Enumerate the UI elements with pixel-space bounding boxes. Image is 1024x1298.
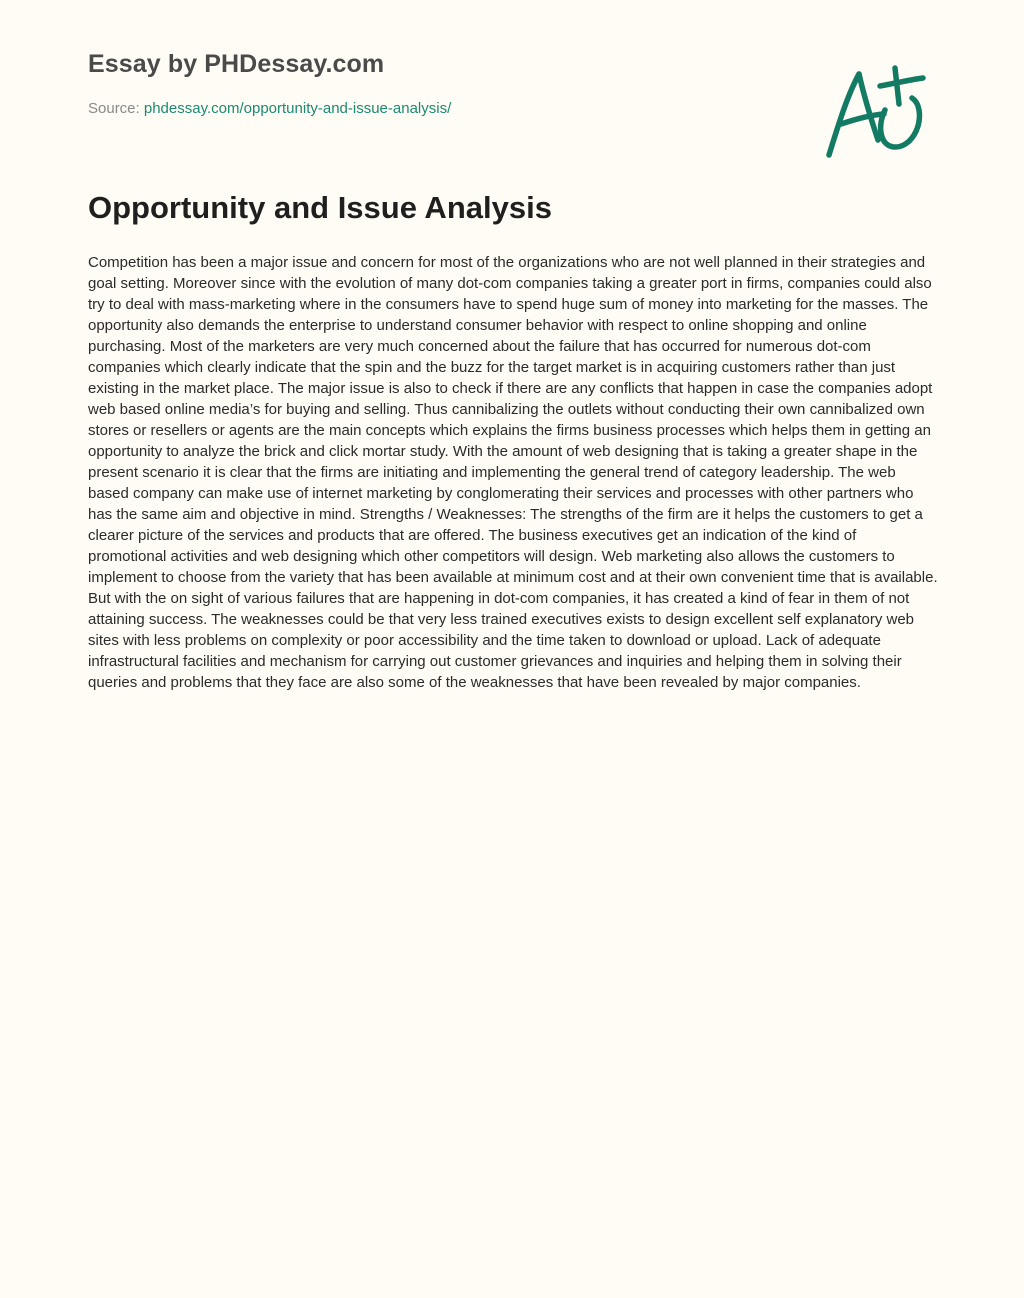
a-left-stroke — [829, 74, 859, 155]
plus-horizontal — [880, 78, 923, 86]
essay-title: Opportunity and Issue Analysis — [88, 190, 552, 225]
a-plus-grade-icon — [822, 64, 928, 160]
essay-body: Competition has been a major issue and concern for most of the organizations who are not well planned in their strategies and goal setting. Moreover since with the evolution of many dot-com companies taking a greater port in firms, companies could also try to deal with mass-marketing where in the consumers have to spend huge sum of money into marketing for the masses. The opportunity also demands the enterprise to understand consumer behavior with respect to online shopping and online purchasing. Most of the marketers are very much concerned about the failure that has occurred for numerous dot-com companies which clearly indicate that the spin and the buzz for the target market is in acquiring customers rather than just existing in the market place. The major issue is also to check if there are any conflicts that happen in case the companies adopt web based online media’s for buying and selling. Thus cannibalizing the outlets without conducting their own cannibalized own stores or resellers or agents are the main concepts which explains the firms business processes which helps them in getting an opportunity to analyze the brick and click mortar study. With the amount of web designing that is taking a greater shape in the present scenario it is clear that the firms are initiating and implementing the general trend of category leadership. The web based company can make use of internet marketing by conglomerating their services and processes with other partners who has the same aim and objective in mind. Strengths / Weaknesses: The strengths of the firm are it helps the customers to get a clearer picture of the services and products that are offered. The business executives get an indication of the kind of promotional activities and web designing which other competitors will design. Web marketing also allows the customers to implement to choose from the variety that has been available at minimum cost and at their own convenient time that is available. But with the on sight of various failures that are happening in dot-com companies, it has created a kind of fear in them of not attaining success. The weaknesses could be that very less trained executives exists to design excellent self explanatory web sites with less problems on complexity or poor accessibility and the time taken to download or upload. Lack of adequate infrastructural facilities and mechanism for carrying out customer grievances and inquiries and helping them in solving their queries and problems that they face are also some of the weaknesses that have been revealed by major companies. — [88, 254, 938, 691]
a-crossbar — [841, 114, 884, 124]
source-link[interactable]: phdessay.com/opportunity-and-issue-analysis/ — [143, 100, 452, 117]
a-plus-grade-svg — [822, 64, 928, 160]
plus-vertical — [895, 68, 899, 104]
source-line — [88, 100, 451, 117]
source-label: Source: — [88, 100, 144, 117]
a-right-stroke — [859, 74, 878, 140]
site-title: Essay by PHDessay.com — [88, 50, 385, 78]
